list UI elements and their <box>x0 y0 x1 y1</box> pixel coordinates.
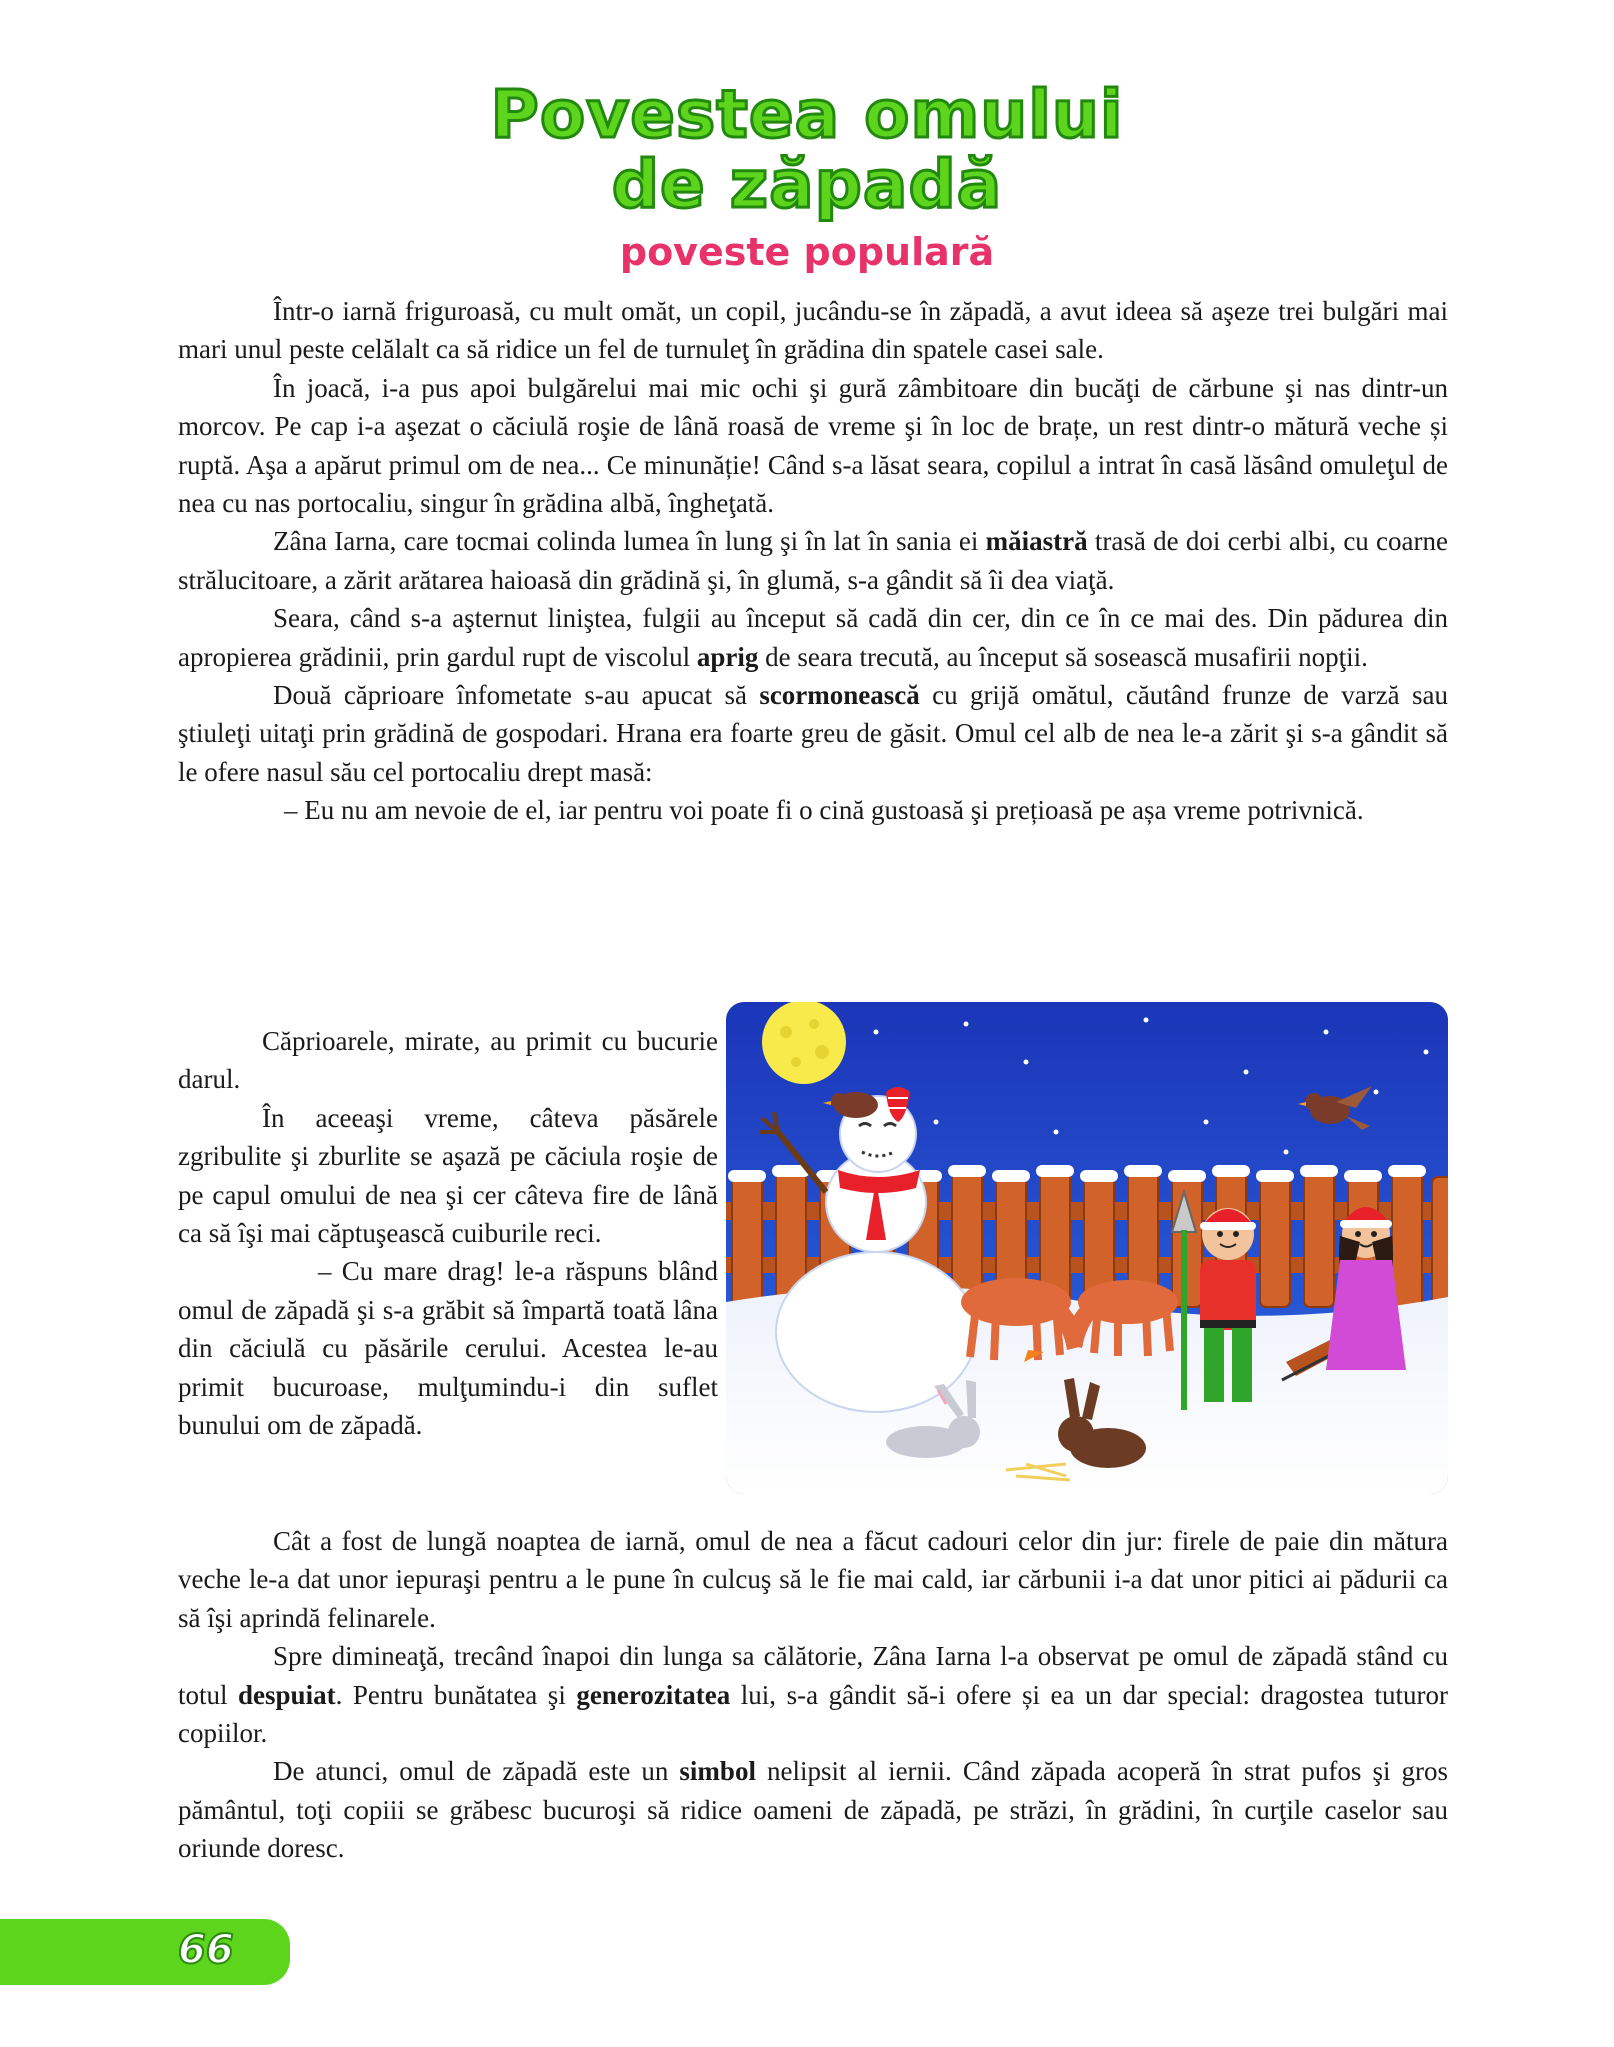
keyword-generozitatea: generozitatea <box>576 1679 731 1710</box>
p3-text: Zâna Iarna, care tocmai colinda lumea în lung şi în lat în sania ei <box>273 526 986 557</box>
paragraph-12 <box>178 1752 1448 1867</box>
p11-text-end: lui, s-a gândit să-i ofere și ea un dar special: dragostea tuturor copiilor. <box>178 1679 1448 1749</box>
p4-text-end: de seara trecută, au început să sosească musafirii nopţii. <box>758 641 1368 672</box>
keyword-maiastra: măiastră <box>985 526 1088 557</box>
p12-text-end: nelipsit al iernii. Când zăpada acoperă în strat pufos şi gros pământul, toţi copiii se grăbesc bucuroşi să ridice oameni de zăpadă, pe străzi, în grădini, în curţile caselor sau oriunde doresc. <box>178 1756 1448 1864</box>
keyword-aprig: aprig <box>696 641 759 672</box>
boy-with-shovel <box>1172 1192 1256 1410</box>
keyword-simbol: simbol <box>679 1756 756 1787</box>
p11-text: Spre dimineaţă, trecând înapoi din lunga sa călătorie, Zâna Iarna l-a observat pe omul de zăpadă stând cu totul <box>178 1641 1448 1710</box>
paragraph-6-dialogue: – Eu nu am nevoie de el, iar pentru voi poate fi o cină gustoasă şi prețioasă pe așa vreme potrivnică. <box>284 795 1364 826</box>
story-text-bottom <box>178 1522 1448 1868</box>
paragraph-7: Căprioarele, mirate, au primit cu bucurie darul. <box>178 1026 718 1095</box>
moon <box>762 1002 846 1084</box>
p11-text-mid: . Pentru bunătatea şi <box>335 1679 577 1710</box>
story-text-beside-illustration <box>178 1022 718 1444</box>
paragraph-1: Într-o iarnă friguroasă, cu mult omăt, un copil, jucându-se în zăpadă, a avut ideea să aşeze trei bulgări mai mari unul peste celălalt ca să ridice un fel de turnuleţ în grădina din spatele casei sale. <box>178 296 1448 365</box>
paragraph-5 <box>178 676 1448 791</box>
keyword-despuiat: despuiat <box>238 1679 336 1710</box>
paragraph-8: În aceeaşi vreme, câteva păsărele zgribulite şi zburlite se aşază pe căciula roşie de pe capul omului de nea şi cer câteva fire de lână ca să îşi mai căptuşească cuiburile reci. <box>178 1102 718 1249</box>
paragraph-3 <box>178 522 1448 599</box>
story-title-line-2: de zăpadă <box>611 146 1003 223</box>
story-title-line-1: Povestea omului <box>490 76 1124 153</box>
page-number-tab <box>0 1919 290 1985</box>
paragraph-2: În joacă, i-a pus apoi bulgărelui mai mic ochi şi gură zâmbitoare din bucăţi de cărbune şi nas dintr-un morcov. Pe cap i-a aşezat o căciulă roşie de lână roasă de vreme şi în loc de brațe, un rest dintr-o mătură veche și ruptă. Aşa a apărut primul om de nea... Ce minunăție! Când s-a lăsat seara, copilul a intrat în casă lăsând omuleţul de nea cu nas portocaliu, singur în grădina albă, îngheţată. <box>178 372 1448 519</box>
paragraph-11 <box>178 1637 1448 1752</box>
snowman-night-illustration <box>726 1002 1448 1494</box>
p3-text-end: trasă de doi cerbi albi, cu coarne strălucitoare, a zărit arătarea haioasă din grădină şi, în glumă, s-a gândit să îi dea viaţă. <box>178 526 1449 595</box>
p4-text: Seara, când s-a aşternut liniştea, fulgii au început să cadă din cer, din ce în ce mai des. Din pădurea din apropierea grădinii, prin gardul rupt de viscolul <box>178 603 1448 672</box>
paragraph-4 <box>178 599 1448 676</box>
p5-text-end: cu grijă omătul, căutând frunze de varză sau ştiuleţi uitaţi prin grădină de gospodari. Hrana era foarte greu de găsit. Omul cel alb de nea le-a zărit şi s-a gândit să le ofere nasul său cel portocaliu drept masă: <box>178 680 1448 787</box>
story-text-top <box>178 292 1448 830</box>
keyword-scormoneasca: scormonească <box>759 680 920 711</box>
p12-text: De atunci, omul de zăpadă este un <box>273 1756 680 1787</box>
p5-text: Două căprioare înfometate s-au apucat să <box>273 680 760 711</box>
page-number: 66 <box>178 1927 234 1973</box>
paragraph-9-dialogue: – Cu mare drag! le-a răspuns blând omul de zăpadă şi s-a grăbit să împartă toată lâna din căciulă cu păsările cerului. Acestea le-au primit bucuroase, mulţumindu-i din suflet bunului om de zăpadă. <box>178 1256 718 1441</box>
paragraph-10: Cât a fost de lungă noaptea de iarnă, omul de nea a făcut cadouri celor din jur: firele de paie din mătura veche le-a dat unor iepuraşi pentru a le pune în culcuş să le fie mai cald, iar cărbunii i-a dat unor pitici ai pădurii ca să îşi aprindă felinarele. <box>178 1526 1448 1633</box>
story-subtitle: poveste populară <box>619 230 995 274</box>
